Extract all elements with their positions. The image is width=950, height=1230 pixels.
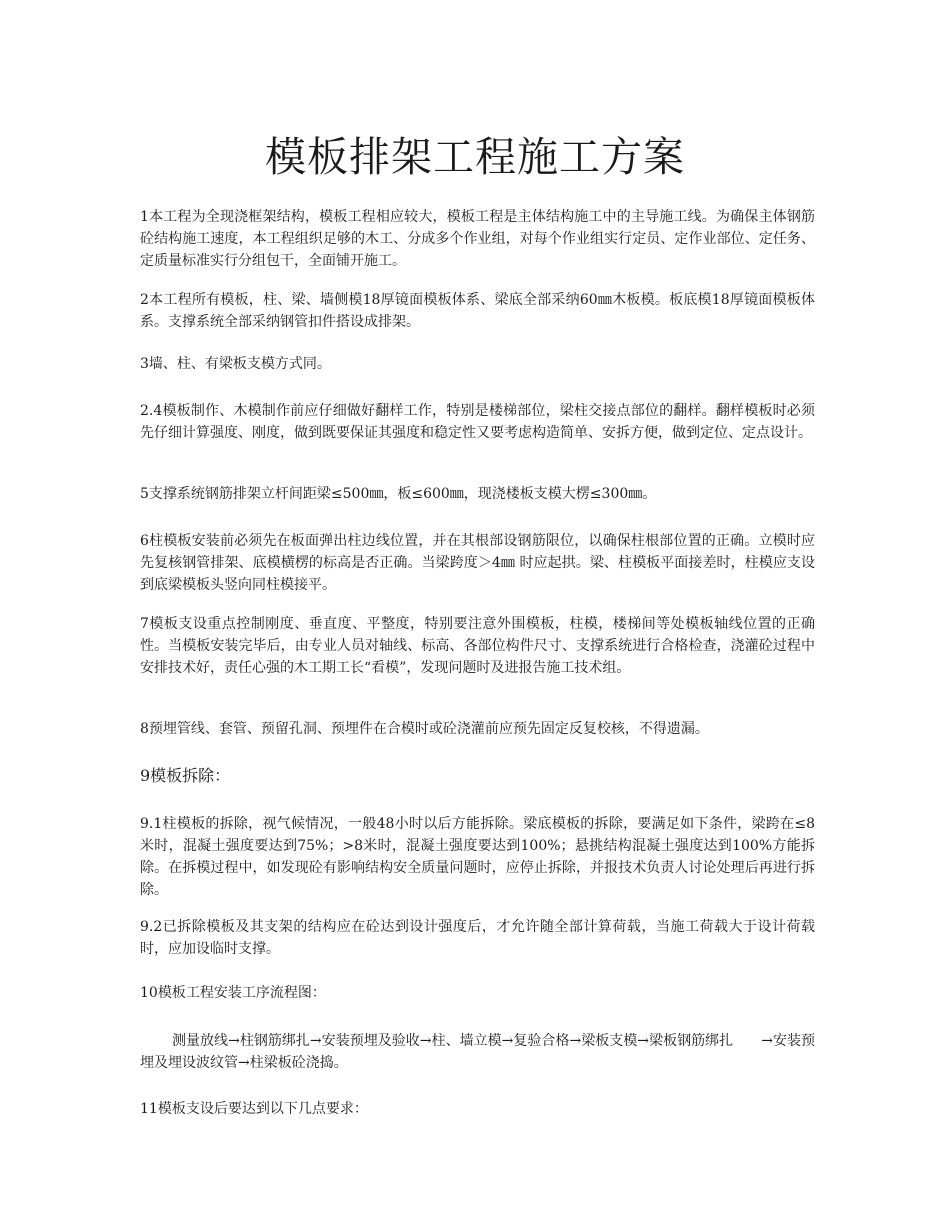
document-title: 模板排架工程施工方案 — [265, 133, 685, 181]
paragraph-6: 6柱模板安装前必须先在板面弹出柱边线位置，并在其根部设钢筋限位，以确保柱根部位置的正确。立模时应先复核钢管排架、底模横楞的标高是否正确。当梁跨度＞4㎜ 时应起拱。梁、柱模板平面接差时，柱模应支设到底梁模板头竖向同柱模接平。 — [140, 533, 815, 593]
paragraph-11: 11模板支设后要达到以下几点要求： — [140, 1101, 368, 1117]
process-flow-text: 测量放线→柱钢筋绑扎→安装预埋及验收→柱、墙立模→复验合格→梁板支模→梁板钢筋绑扎 →安装预埋及埋设波纹管→柱梁板砼浇捣。 — [140, 1033, 815, 1071]
paragraph-2-4: 2.4模板制作、木模制作前应仔细做好翻样工作，特别是楼梯部位，梁柱交接点部位的翻样。翻样模板时必须先仔细计算强度、刚度，做到既要保证其强度和稳定性又要考虑构造简单、安拆方便，做到定位、定点设计。 — [140, 403, 815, 441]
paragraph-5: 5支撑系统钢筋排架立杆间距梁≤500㎜，板≤600㎜，现浇楼板支模大楞≤300㎜。 — [140, 486, 657, 502]
heading-9-formwork-removal: 9模板拆除： — [140, 766, 231, 785]
paragraph-7: 7模板支设重点控制刚度、垂直度、平整度，特别要注意外围模板，柱模，楼梯间等处模板轴线位置的正确性。当模板安装完毕后，由专业人员对轴线、标高、各部位构件尺寸、支撑系统进行合格检查，浇灌砼过程中安排技术好，责任心强的木工期工长“看模”，发现问题时及进报告施工技术组。 — [140, 616, 815, 676]
paragraph-1: 1本工程为全现浇框架结构，模板工程相应较大，模板工程是主体结构施工中的主导施工线。为确保主体钢筋砼结构施工速度，本工程组织足够的木工、分成多个作业组，对每个作业组实行定员、定作业部位、定任务、定质量标准实行分组包干，全面铺开施工。 — [140, 209, 815, 269]
paragraph-10: 10模板工程安装工序流程图： — [140, 985, 326, 1001]
paragraph-9-2: 9.2已拆除模板及其支架的结构应在砼达到设计强度后，才允许随全部计算荷载，当施工荷载大于设计荷载时，应加设临时支撑。 — [140, 919, 815, 957]
paragraph-3: 3墙、柱、有梁板支模方式同。 — [140, 356, 331, 372]
paragraph-9-1: 9.1柱模板的拆除，视气候情况，一般48小时以后方能拆除。梁底模板的拆除，要满足如下条件，梁跨在≤8米时，混凝土强度要达到75%；>8米时，混凝土强度要达到100%；悬挑结构混凝土强度达到100%方能拆除。在拆模过程中，如发现砼有影响结构安全质量问题时，应停止拆除，并报技术负责人讨论处理后再进行拆除。 — [140, 816, 815, 898]
paragraph-8: 8预埋管线、套管、预留孔洞、预埋件在合模时或砼浇灌前应预先固定反复校核，不得遗漏。 — [140, 721, 709, 737]
paragraph-2: 2本工程所有模板，柱、梁、墙侧模18厚镜面模板体系、梁底全部采纳60㎜木板模。板底模18厚镜面模板体系。支撑系统全部采纳钢管扣件搭设成排架。 — [140, 292, 815, 330]
